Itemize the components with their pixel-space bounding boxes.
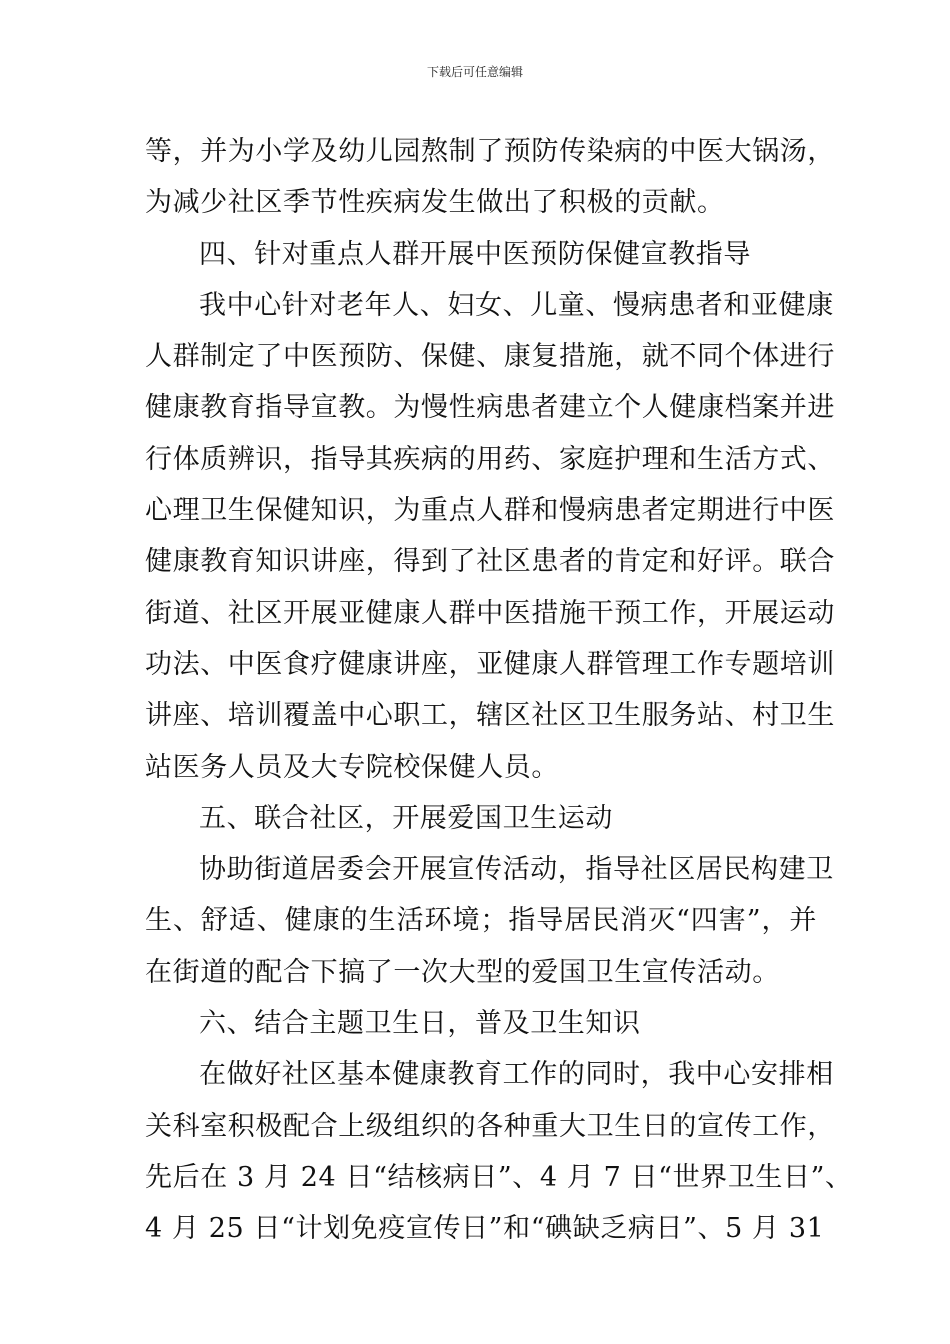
- paragraph-line: 在做好社区基本健康教育工作的同时，我中心安排相: [199, 1059, 834, 1091]
- paragraph-line: 先后在 3 月 24 日“结核病日”、4 月 7 日“世界卫生日”、: [145, 1161, 853, 1193]
- section-heading: 六、结合主题卫生日，普及卫生知识: [199, 1008, 641, 1040]
- paragraph-line: 心理卫生保健知识，为重点人群和慢病患者定期进行中医: [145, 495, 835, 527]
- document-body: [145, 126, 853, 1255]
- paragraph-line: 4 月 25 日“计划免疫宣传日”和“碘缺乏病日”、5 月 31: [145, 1213, 825, 1245]
- paragraph-line: 站医务人员及大专院校保健人员。: [145, 751, 559, 783]
- paragraph-line: 功法、中医食疗健康讲座，亚健康人群管理工作专题培训: [145, 648, 835, 680]
- paragraph-line: 人群制定了中医预防、保健、康复措施，就不同个体进行: [145, 341, 835, 373]
- paragraph-line: 生、舒适、健康的生活环境；指导居民消灭“四害”，并: [145, 905, 817, 937]
- paragraph-line: 健康教育知识讲座，得到了社区患者的肯定和好评。联合: [145, 546, 835, 578]
- paragraph-line: 在街道的配合下搞了一次大型的爱国卫生宣传活动。: [145, 956, 780, 988]
- paragraph-line: 行体质辨识，指导其疾病的用药、家庭护理和生活方式、: [145, 443, 835, 475]
- page-header: 下载后可任意编辑: [426, 65, 523, 79]
- section-heading: 五、联合社区，开展爱国卫生运动: [199, 802, 613, 834]
- paragraph-line: 关科室积极配合上级组织的各种重大卫生日的宣传工作，: [145, 1110, 835, 1142]
- paragraph-line: 协助街道居委会开展宣传活动，指导社区居民构建卫: [199, 854, 834, 886]
- paragraph-line: 等，并为小学及幼儿园熬制了预防传染病的中医大锅汤，: [145, 136, 835, 167]
- paragraph-line: 讲座、培训覆盖中心职工，辖区社区卫生服务站、村卫生: [145, 700, 835, 732]
- paragraph-line: 街道、社区开展亚健康人群中医措施干预工作，开展运动: [145, 597, 835, 629]
- paragraph-line: 我中心针对老年人、妇女、儿童、慢病患者和亚健康: [199, 289, 834, 321]
- paragraph-line: 为减少社区季节性疾病发生做出了积极的贡献。: [145, 187, 725, 219]
- paragraph-line: 健康教育指导宣教。为慢性病患者建立个人健康档案并进: [145, 392, 835, 424]
- section-heading: 四、针对重点人群开展中医预防保健宣教指导: [199, 238, 751, 270]
